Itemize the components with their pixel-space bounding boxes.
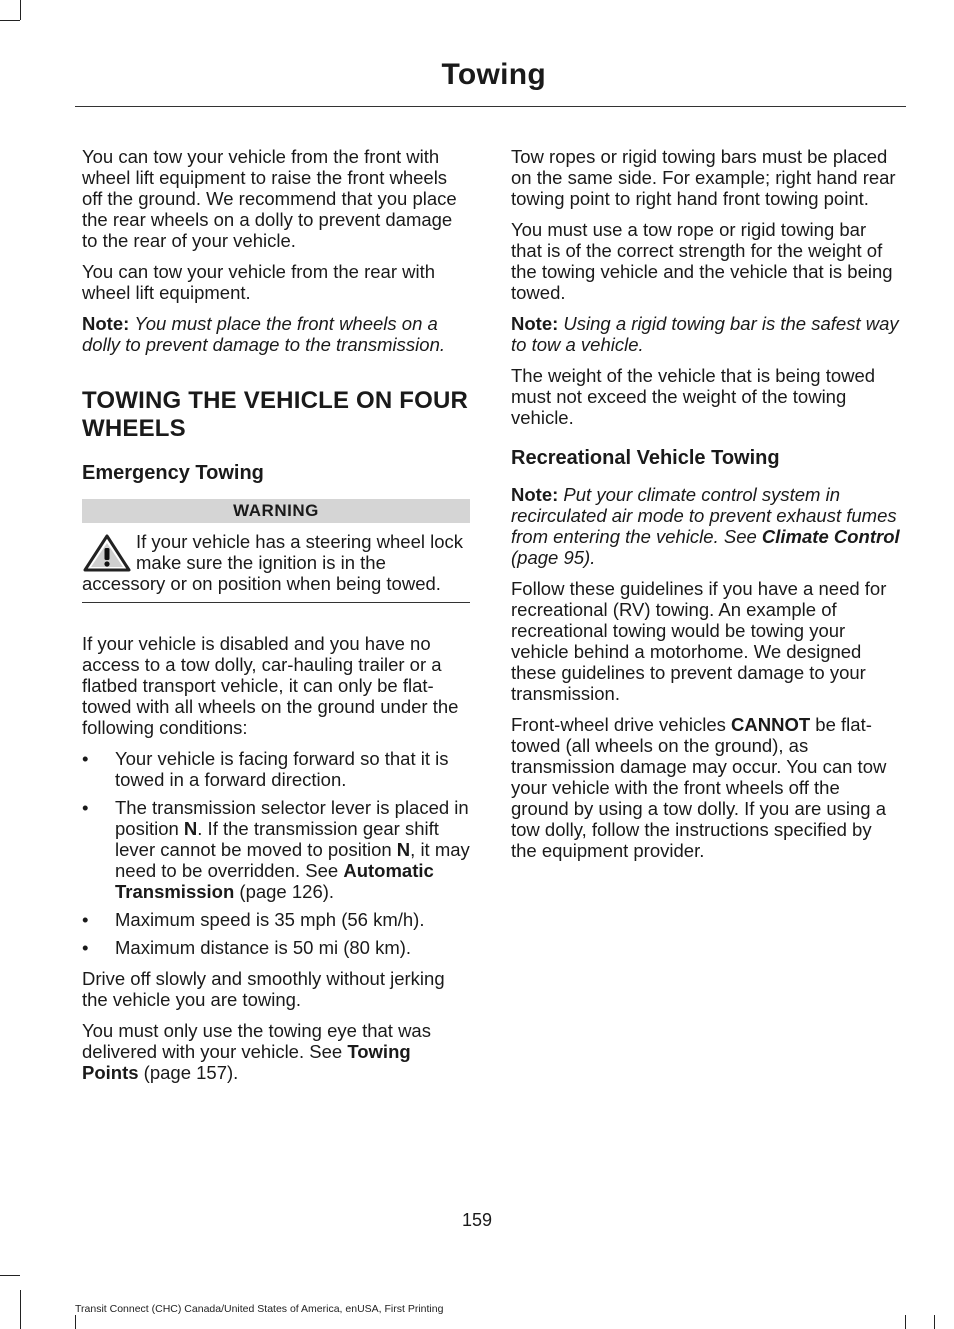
paragraph-rear-tow: You can tow your vehicle from the rear with wheel lift equipment. [82,261,436,303]
crop-mark-bottom-left-vertical [20,1290,21,1329]
warning-text: If your vehicle has a steering wheel lock make sure the ignition is in the accessory or on position when being towed. [82,531,464,594]
warning-block [82,531,470,603]
conditions-list [82,748,470,958]
paragraph-tow-ropes: Tow ropes or rigid towing bars must be placed on the same side. For example; right hand rear towing point to right hand front towing point. [511,146,896,209]
list-item: • Your vehicle is facing forward so that it is towed in a forward direction. [82,748,449,790]
warning-triangle-icon [82,533,132,573]
right-column [511,146,901,871]
crop-mark-top-left-horizontal [0,20,20,21]
note-label: Note: [511,484,559,505]
crop-mark-bottom-left-horizontal [0,1275,20,1276]
edition-footer: Transit Connect (CHC) Canada/United States of America, enUSA, First Printing [75,1303,444,1315]
note-label: Note: [511,313,559,334]
list-item: • Maximum distance is 50 mi (80 km). [82,937,412,958]
warning-banner: WARNING [82,499,470,523]
page-title: Towing [441,58,546,91]
paragraph-towing-eye: You must only use the towing eye that was delivered with your vehicle. See Towing Points (page 157). [82,1020,431,1083]
paragraph-front-tow: You can tow your vehicle from the front with wheel lift equipment to raise the front wheels off the ground. We recommend that you place the rear wheels on a dolly to prevent damage to the rear of your vehicle. [82,146,457,251]
bullet-icon: • [82,748,89,769]
paragraph-tow-strength: You must use a tow rope or rigid towing bar that is of the correct strength for the weight of the towing vehicle and the vehicle that is being towed. [511,219,893,303]
paragraph-disabled-vehicle: If your vehicle is disabled and you have no access to a tow dolly, car-hauling trailer or a flatbed transport vehicle, it can only be flat-towed with all wheels on the ground under the following conditions: [82,633,459,738]
note-dolly [82,313,470,355]
page-number: 159 [461,1210,493,1230]
note-text: You must place the front wheels on a dolly to prevent damage to the transmission. [82,313,445,355]
crop-mark-top-left-vertical [20,0,21,20]
left-column [82,146,470,1093]
subheading-rv-towing: Recreational Vehicle Towing [511,447,780,469]
link-automatic-transmission[interactable]: Automatic Transmission [115,860,434,902]
paragraph-weight: The weight of the vehicle that is being towed must not exceed the weight of the towing vehicle. [511,365,876,428]
subheading-emergency-towing: Emergency Towing [82,462,264,484]
header-divider [75,106,906,107]
note-rigid-bar [511,313,901,355]
link-climate-control[interactable]: Climate Control [761,526,900,547]
bullet-icon: • [82,937,89,958]
link-towing-points[interactable]: Towing Points [82,1041,411,1083]
list-item: • Maximum speed is 35 mph (56 km/h). [82,909,425,930]
bullet-icon: • [82,797,89,818]
crop-mark-bottom-right-vertical-2 [934,1315,935,1329]
section-heading: TOWING THE VEHICLE ON FOUR WHEELS [82,387,469,442]
list-item: • The transmission selector lever is placed in position N. If the transmission gear shift lever cannot be moved to position N, it may need to be overridden. See Automatic Transmission (page 126). [82,797,470,902]
crop-mark-bottom-right-vertical-1 [905,1315,906,1329]
paragraph-drive-off: Drive off slowly and smoothly without jerking the vehicle you are towing. [82,968,445,1010]
paragraph-rv-guidelines: Follow these guidelines if you have a need for recreational (RV) towing. An example of recreational towing would be towing your vehicle behind a motorhome. We designed these guidelines to prevent damage to your transmission. [511,578,887,704]
crop-mark-bottom-left-tick [75,1315,76,1329]
paragraph-front-wheel-drive: Front-wheel drive vehicles CANNOT be flat-towed (all wheels on the ground), as transmission damage may occur. You can tow your vehicle with the front wheels off the ground by using a tow dolly. If you are using a tow dolly, follow the instructions specified by the equipment provider. [511,714,887,861]
bullet-icon: • [82,909,89,930]
note-text: Using a rigid towing bar is the safest way to tow a vehicle. [511,313,899,355]
note-label: Note: [82,313,130,334]
note-climate-control: Note: Put your climate control system in recirculated air mode to prevent exhaust fumes from entering the vehicle. See Climate Control (page 95). [511,484,900,568]
